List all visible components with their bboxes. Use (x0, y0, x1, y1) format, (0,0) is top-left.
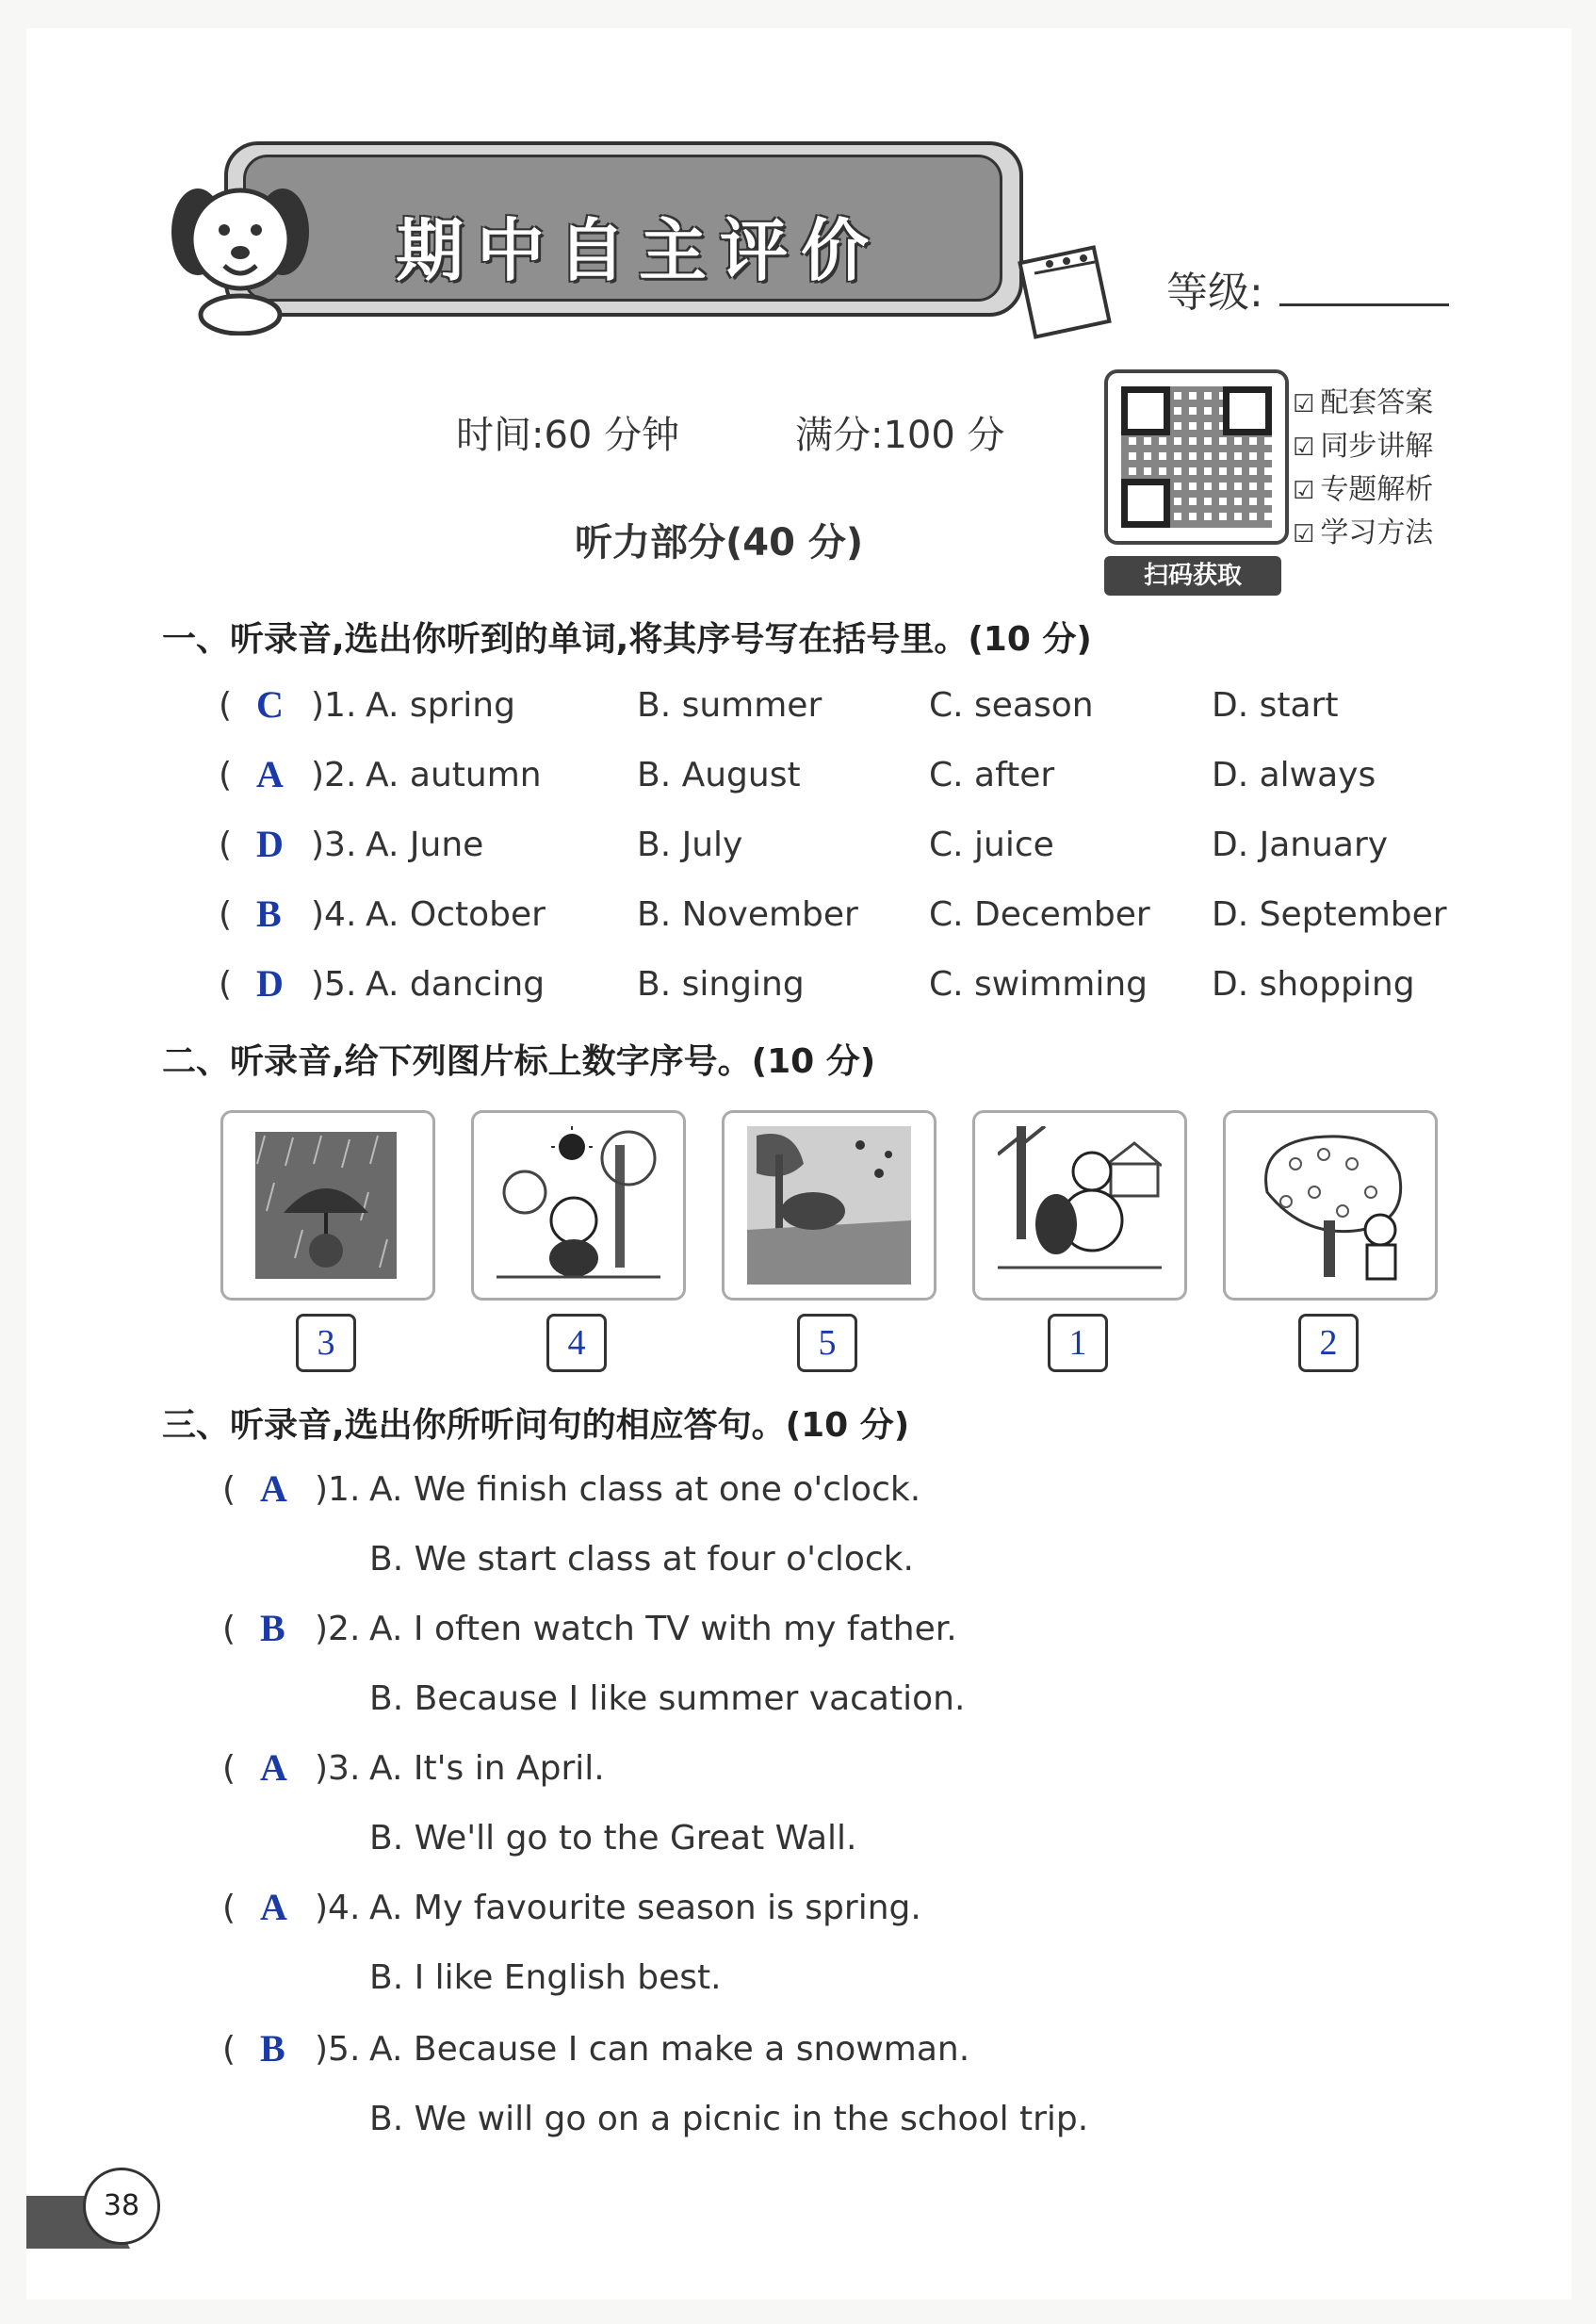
check-icon: ☑ (1293, 520, 1315, 548)
page-title: 期中自主评价 (396, 211, 883, 290)
option-b: B. Because I like summer vacation. (369, 1679, 966, 1718)
answer-mark: A (260, 1746, 287, 1789)
grade-label: 等级: (1166, 269, 1263, 317)
snowman-icon (998, 1126, 1162, 1285)
option-a: A. autumn (366, 756, 542, 794)
option-c: C. juice (929, 826, 1054, 864)
option-c: C. December (929, 895, 1150, 934)
option-d: D. always (1212, 756, 1376, 794)
calendar-icon (1008, 236, 1112, 339)
option-d: D. January (1212, 826, 1389, 864)
option-a: A. spring (366, 686, 515, 725)
scan-button[interactable]: 扫码获取 (1104, 556, 1281, 596)
option-d: D. September (1212, 895, 1447, 934)
picture-number-box[interactable]: 4 (546, 1314, 607, 1372)
snowman-picture (972, 1110, 1187, 1301)
windy-icon (747, 1126, 911, 1285)
option-b: B. August (637, 756, 801, 794)
option-c: C. swimming (929, 965, 1148, 1004)
qr-item: ☑ 学习方法 (1293, 516, 1434, 549)
picture-number-box[interactable]: 5 (797, 1314, 857, 1372)
option-a: A. It's in April. (369, 1749, 605, 1788)
check-icon: ☑ (1293, 390, 1315, 418)
section-1-title: 一、听录音,选出你听到的单词,将其序号写在括号里。(10 分) (162, 620, 1092, 659)
option-b: B. summer (637, 686, 822, 725)
option-b: B. I like English best. (369, 1958, 722, 1997)
qr-item: ☑ 配套答案 (1293, 386, 1434, 419)
rain-icon (246, 1126, 410, 1285)
option-b: B. July (637, 826, 743, 864)
qr-code-icon[interactable] (1104, 369, 1289, 545)
answer-mark: B (256, 892, 282, 935)
grade-blank[interactable] (1279, 303, 1449, 306)
option-b: B. November (637, 895, 858, 934)
page-number: 38 (83, 2168, 160, 2245)
option-b: B. We'll go to the Great Wall. (369, 1819, 857, 1858)
option-c: C. season (929, 686, 1094, 725)
section-3-title: 三、听录音,选出你所听问句的相应答句。(10 分) (162, 1406, 910, 1445)
check-icon: ☑ (1293, 434, 1315, 462)
autumn-wind-picture (722, 1110, 936, 1301)
answer-mark: A (260, 1886, 287, 1928)
option-a: A. June (366, 826, 484, 864)
exam-time: 时间:60 分钟 (456, 414, 680, 457)
full-score: 满分:100 分 (795, 414, 1005, 457)
answer-mark: D (256, 962, 284, 1005)
picture-number-box[interactable]: 3 (296, 1314, 356, 1372)
check-icon: ☑ (1293, 477, 1315, 505)
option-c: C. after (929, 756, 1055, 794)
answer-mark: A (260, 1467, 287, 1510)
option-b: B. We start class at four o'clock. (369, 1540, 914, 1579)
option-a: A. We finish class at one o'clock. (369, 1470, 921, 1509)
qr-item: ☑ 同步讲解 (1293, 430, 1434, 463)
flower-tree-picture (1223, 1110, 1438, 1301)
blossom-tree-icon (1248, 1126, 1412, 1285)
option-b: B. singing (637, 965, 805, 1004)
answer-mark: A (256, 753, 284, 795)
answer-mark: C (256, 683, 284, 726)
rain-picture (220, 1110, 435, 1301)
dog-mascot-icon (160, 175, 320, 336)
sun-icon (497, 1126, 660, 1285)
section-2-title: 二、听录音,给下列图片标上数字序号。(10 分) (162, 1042, 876, 1081)
option-a: A. October (366, 895, 546, 934)
picture-number-box[interactable]: 2 (1298, 1314, 1359, 1372)
option-a: A. Because I can make a snowman. (369, 2030, 970, 2069)
qr-item: ☑ 专题解析 (1293, 473, 1434, 506)
option-d: D. start (1212, 686, 1339, 725)
answer-mark: D (256, 823, 284, 865)
option-a: A. I often watch TV with my father. (369, 1610, 957, 1648)
answer-mark: B (260, 2027, 285, 2070)
listening-section-title: 听力部分(40 分) (575, 521, 864, 565)
option-b: B. We will go on a picnic in the school trip. (369, 2100, 1089, 2138)
answer-mark: B (260, 1607, 285, 1649)
option-a: A. My favourite season is spring. (369, 1889, 921, 1927)
sunny-picture (471, 1110, 686, 1301)
picture-number-box[interactable]: 1 (1048, 1314, 1108, 1372)
option-a: A. dancing (366, 965, 546, 1004)
option-d: D. shopping (1212, 965, 1415, 1004)
